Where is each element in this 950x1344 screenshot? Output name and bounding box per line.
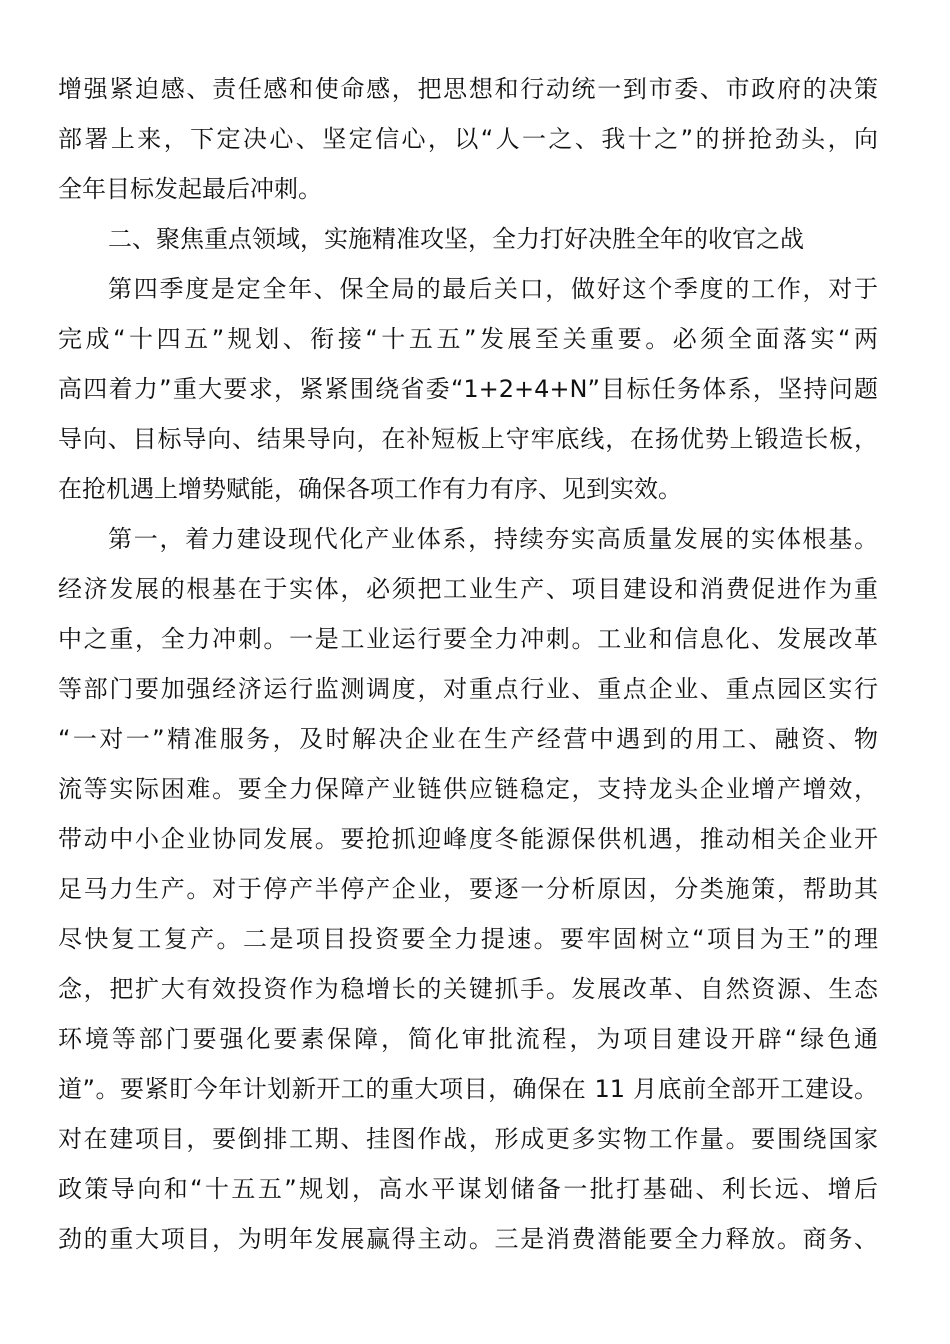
text-line: 经济发展的根基在于实体，必须把工业生产、项目建设和消费促进作为重	[58, 575, 878, 603]
text-line: 在抢机遇上增势赋能，确保各项工作有力有序、见到实效。	[58, 475, 682, 503]
text-line: 念，把扩大有效投资作为稳增长的关键抓手。发展改革、自然资源、生态	[58, 975, 878, 1003]
text-line: 中之重，全力冲刺。一是工业运行要全力冲刺。工业和信息化、发展改革	[58, 625, 878, 653]
text-line: 等部门要加强经济运行监测调度，对重点行业、重点企业、重点园区实行	[58, 675, 878, 703]
text-line: 导向、目标导向、结果导向，在补短板上守牢底线，在扬优势上锻造长板，	[58, 425, 878, 453]
section-heading: 二、聚焦重点领域，实施精准攻坚，全力打好决胜全年的收官之战	[108, 225, 804, 253]
text-line: 足马力生产。对于停产半停产企业，要逐一分析原因，分类施策，帮助其	[58, 875, 878, 903]
text-line: 尽快复工复产。二是项目投资要全力提速。要牢固树立“项目为王”的理	[58, 925, 878, 953]
text-line: 环境等部门要强化要素保障，简化审批流程，为项目建设开辟“绿色通	[58, 1025, 878, 1053]
text-line: 道”。要紧盯今年计划新开工的重大项目，确保在 11 月底前全部开工建设。	[58, 1075, 878, 1103]
text-line: 对在建项目，要倒排工期、挂图作战，形成更多实物工作量。要围绕国家	[58, 1125, 878, 1153]
text-line: 第一，着力建设现代化产业体系，持续夯实高质量发展的实体根基。	[108, 525, 878, 553]
text-line: 流等实际困难。要全力保障产业链供应链稳定，支持龙头企业增产增效，	[58, 775, 878, 803]
text-line: “一对一”精准服务，及时解决企业在生产经营中遇到的用工、融资、物	[58, 725, 878, 753]
text-line: 增强紧迫感、责任感和使命感，把思想和行动统一到市委、市政府的决策	[58, 75, 878, 103]
text-line: 政策导向和“十五五”规划，高水平谋划储备一批打基础、利长远、增后	[58, 1175, 878, 1203]
text-line: 全年目标发起最后冲刺。	[58, 175, 322, 203]
text-line: 部署上来，下定决心、坚定信心，以“人一之、我十之”的拼抢劲头，向	[58, 125, 878, 153]
document-page	[58, 70, 878, 1270]
text-line: 第四季度是定全年、保全局的最后关口，做好这个季度的工作，对于	[108, 275, 878, 303]
text-line: 高四着力”重大要求，紧紧围绕省委“1+2+4+N”目标任务体系，坚持问题	[58, 375, 878, 403]
text-line: 劲的重大项目，为明年发展赢得主动。三是消费潜能要全力释放。商务、	[58, 1225, 878, 1253]
text-line: 完成“十四五”规划、衔接“十五五”发展至关重要。必须全面落实“两	[58, 325, 878, 353]
text-line: 带动中小企业协同发展。要抢抓迎峰度冬能源保供机遇，推动相关企业开	[58, 825, 878, 853]
